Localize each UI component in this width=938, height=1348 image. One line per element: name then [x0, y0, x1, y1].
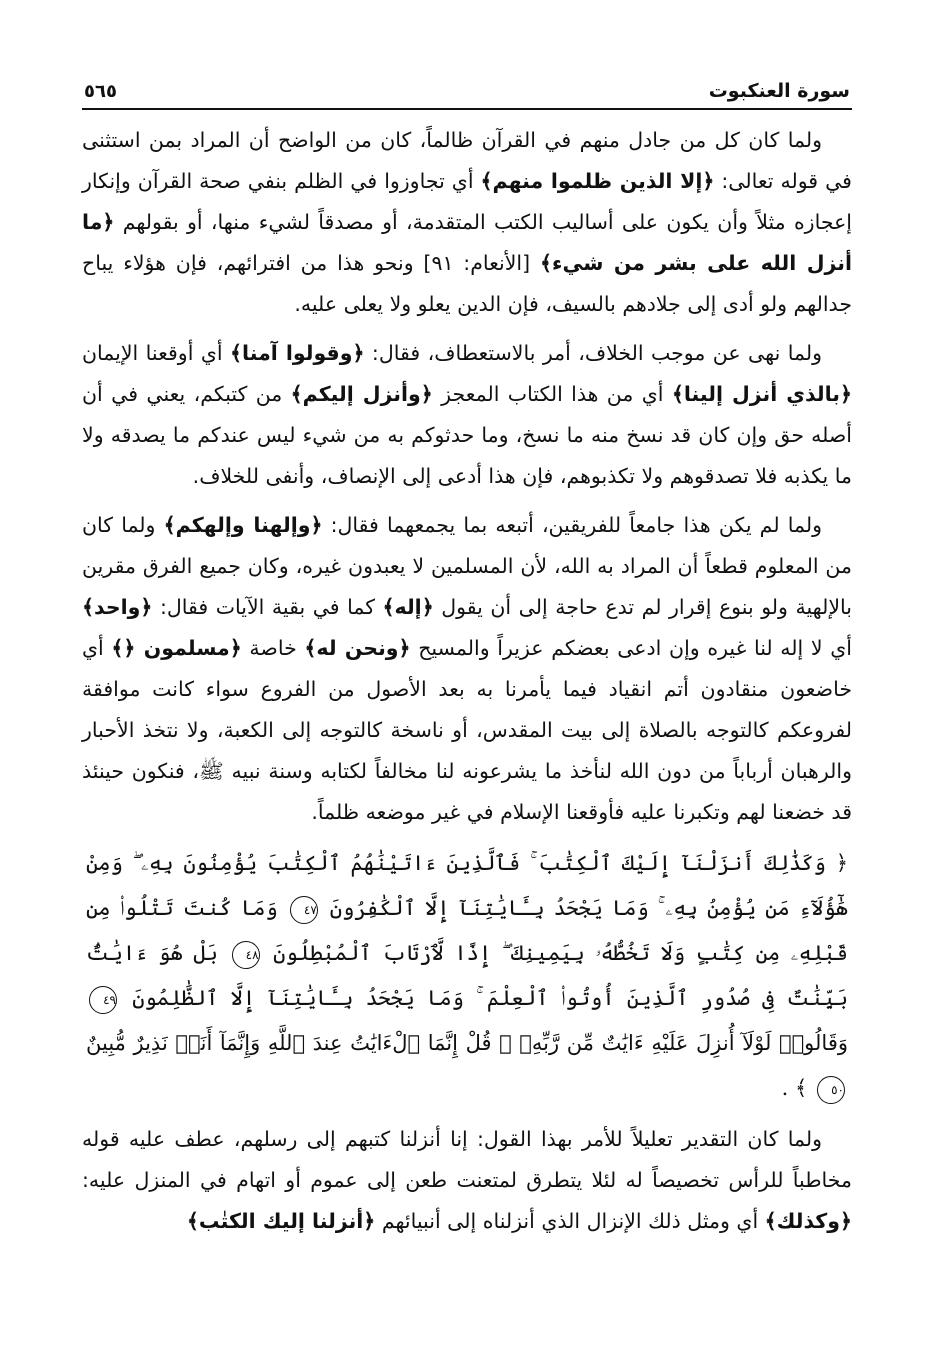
text-run: من كتبكم، يعني في أن أصله حق وإن كان قد نسخ منه ما نسخ، وما حدثوكم به من شيء ليس عندكم ما يصدقه ولا ما يكذبه فلا تصدقوهم ولا تكذبوهم، فإن هذا أدعى إلى الإنصاف، وأنفى للخلاف.	[82, 382, 852, 488]
verse-50-text: وَقَالُوا۟ لَوْلَآ أُنزِلَ عَلَيْهِ ءَايَٰتٌ مِّن رَّبِّهِۦ ۖ قُلْ إِنَّمَا ٱلْءَايَٰتُ عِندَ ٱللَّهِ وَإِنَّمَآ أَنَا۠ نَذِيرٌ مُّبِينٌ	[86, 1031, 848, 1055]
paragraph-2	[82, 333, 852, 497]
verse-48-text: وَمَا كُنتَ تَتْلُوا۟ مِن قَبْلِهِۦ مِن كِتَٰبٍ وَلَا تَخُطُّهُۥ بِيَمِينِكَ ۖ إِذًا لَّٱرْتَابَ ٱلْمُبْطِلُونَ	[86, 896, 848, 965]
paragraph-4	[82, 1119, 852, 1242]
verse-47-text: ﴿ وَكَذَٰلِكَ أَنزَلْنَآ إِلَيْكَ ٱلْكِتَٰبَ ۚ فَٱلَّذِينَ ءَاتَيْنَٰهُمُ ٱلْكِتَٰبَ يُؤْمِنُونَ بِهِۦ ۖ وَمِنْ هَٰٓؤُلَآءِ مَن يُؤْمِنُ بِهِۦ ۚ وَمَا يَجْحَدُ بِـَٔايَٰتِنَآ إِلَّا ٱلْكَٰفِرُونَ	[86, 851, 848, 920]
page-header	[82, 80, 852, 110]
quran-quote: ﴿ما أنزل الله على بشر من شيء﴾	[82, 210, 852, 275]
quran-quote: ﴿واحد﴾	[82, 595, 153, 619]
quran-quote: ﴿وإلهنا وإلهكم﴾	[163, 513, 323, 537]
quran-quote: ﴿وكذلك﴾	[764, 1209, 852, 1233]
quran-quote: ﴿وقولوا آمنا﴾	[230, 341, 365, 365]
quran-quote: ﴿ونحن له﴾	[304, 636, 411, 660]
ayah-number-49: ٤٩	[89, 986, 117, 1014]
quran-quote: ﴿إله﴾	[382, 595, 434, 619]
ayah-number-47: ٤٧	[290, 896, 318, 924]
surah-title: سورة العنكبوت	[708, 80, 850, 102]
text-run: أي لا إله لنا غيره وإن ادعى بعضكم عزيراً والمسيح	[410, 636, 853, 660]
verse-close-bracket: ﴾ .	[781, 1076, 808, 1100]
text-run: ولما نهى عن موجب الخلاف، أمر بالاستعطاف، فقال:	[364, 341, 822, 365]
quran-verses-block	[82, 841, 852, 1111]
paragraph-1	[82, 120, 852, 325]
quran-quote: ﴿أنزلنا إليك الكتٰب﴾	[186, 1209, 376, 1233]
ayah-number-48: ٤٨	[232, 941, 260, 969]
text-run: أي خاضعون منقادون أتم انقياد فيما يأمرنا به بعد الأصول من الفروع سواء كانت موافقة لفروعكم كالتوجه بالصلاة إلى بيت المقدس، أو ناسخة كالتوجه إلى الكعبة، ولا نتخذ الأحبار والرهبان أرباباً من دون الله لنأخذ ما يشرعونه لنا مخالفاً لكتابه وسنة نبيه ﷺ، فنكون حينئذ قد خضعنا لهم وتكبرنا عليه فأوقعنا الإسلام في غير موضعه ظلماً.	[82, 636, 852, 824]
text-run: خاصة	[241, 636, 305, 660]
text-run: أي ومثل ذلك الإنزال الذي أنزلناه إلى أنبيائهم	[375, 1209, 765, 1233]
text-run: ولما كان من المعلوم قطعاً أن المراد به الله، لأن المسلمين لا يعبدون غيره، وكان جميع الفرق مقرين بالإلهية ولو بنوع إقرار لم تدع حاجة إلى أن يقول	[82, 513, 853, 619]
text-run: ولما كان كل من جادل منهم في القرآن ظالماً، كان من الواضح أن المراد بمن استثنى في قوله تعالى:	[82, 128, 852, 193]
text-run: كما في بقية الآيات فقال:	[152, 595, 383, 619]
quran-quote: ﴿مسلمون ﴿﴾	[111, 636, 242, 660]
verse-49-text: بَلْ هُوَ ءَايَٰتٌۢ بَيِّنَٰتٌ فِى صُدُورِ ٱلَّذِينَ أُوتُوا۟ ٱلْعِلْمَ ۚ وَمَا يَجْحَدُ بِـَٔايَٰتِنَآ إِلَّا ٱلظَّٰلِمُونَ	[86, 941, 848, 1010]
text-run: أي أوقعنا الإيمان	[82, 341, 231, 365]
text-run: ولما كان التقدير تعليلاً للأمر بهذا القول: إنا أنزلنا كتبهم إلى رسلهم، عطف عليه قوله مخاطباً للرأس تخصيصاً له لئلا يتطرق لمتعنت طعن إلى عموم أو اتهام في المنزل عليه:	[82, 1127, 852, 1192]
paragraph-3	[82, 505, 852, 833]
ayah-number-50: ٥٠	[817, 1076, 845, 1104]
text-run: [الأنعام: ٩١] ونحو هذا من افترائهم، فإن هؤلاء يباح جدالهم ولو أدى إلى جلادهم بالسيف، فإن الدين يعلو ولا يعلى عليه.	[82, 251, 852, 316]
quran-quote: ﴿وأنزل إليكم﴾	[290, 382, 433, 406]
quran-quote: ﴿إلا الذين ظلموا منهم﴾	[480, 169, 715, 193]
quran-quote: ﴿بالذي أنزل إلينا﴾	[671, 382, 852, 406]
text-run: أي تجاوزوا في الظلم بنفي صحة القرآن وإنكار إعجازه مثلاً وأن يكون على أساليب الكتب المتقدمة، أو مصدقاً لشيء منها، أو بقولهم	[82, 169, 852, 234]
page-number: ٥٦٥	[84, 81, 117, 102]
text-run: ولما لم يكن هذا جامعاً للفريقين، أتبعه بما يجمعهما فقال:	[322, 513, 822, 537]
text-run: أي من هذا الكتاب المعجز	[432, 382, 672, 406]
